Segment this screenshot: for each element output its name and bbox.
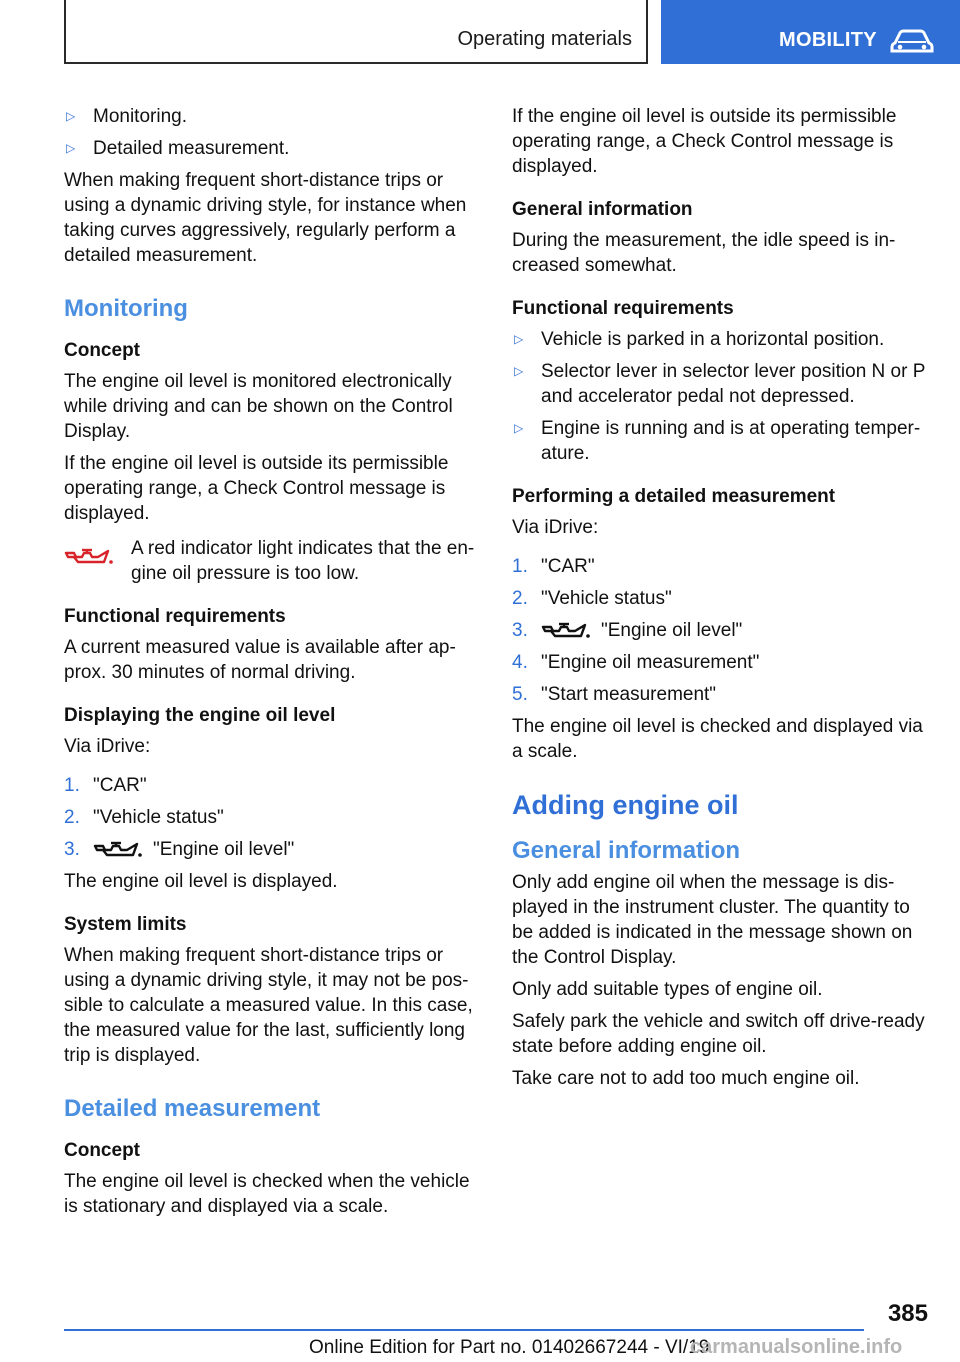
list-item (64, 837, 480, 862)
right-column (512, 104, 928, 1098)
list-item (512, 416, 928, 466)
check-control-paragraph: If the engine oil level is outside its permissible operating range, a Check Control message is displayed. (512, 106, 897, 177)
functional-requirements-text: A current measured value is available after ap‐prox. 30 minutes of normal driving. (64, 637, 456, 683)
oil-can-icon (541, 620, 591, 642)
list-item (512, 618, 928, 643)
system-limits-text: When making frequent short-distance trips or using a dynamic driving style, it may not be pos‐sible to calculate a measured value. In this case, the measured value for the last, sufficiently long trip is displayed. (64, 945, 473, 1066)
list-item (512, 586, 928, 611)
list-item (512, 554, 928, 579)
list-item (512, 359, 928, 409)
detailed-measurement-heading: Detailed measurement (64, 1095, 321, 1122)
step-text: "Vehicle status" (541, 588, 672, 609)
warning-text: A red indicator light indicates that the en‐gine oil pressure is too low. (131, 538, 475, 584)
step-number: 1. (512, 556, 528, 577)
performing-measurement-heading: Performing a detailed measurement (512, 486, 836, 507)
adding-paragraph-3: Safely park the vehicle and switch off drive-ready state before adding engine oil. (512, 1011, 925, 1057)
list-item-text: Detailed measurement. (93, 138, 290, 159)
footer-divider (64, 1329, 864, 1331)
concept-text-2: The engine oil level is checked when the vehicle is stationary and displayed via a scale. (64, 1171, 470, 1217)
triangle-bullet-icon: ▷ (514, 332, 524, 346)
concept-paragraph-2: If the engine oil level is outside its permissible operating range, a Check Control message is displayed. (64, 453, 449, 524)
triangle-bullet-icon: ▷ (66, 109, 76, 123)
page-number: 385 (887, 1300, 928, 1327)
step-text: "Vehicle status" (93, 807, 224, 828)
list-item (64, 104, 480, 129)
header-chapter-tab (661, 0, 960, 64)
concept-heading-2: Concept (64, 1140, 140, 1161)
step-number: 3. (64, 839, 80, 860)
edition-text: Online Edition for Part no. 01402667244 - VI/19 (309, 1337, 710, 1358)
step-number: 5. (512, 684, 528, 705)
scale-text: The engine oil level is checked and displayed via a scale. (512, 716, 923, 762)
list-item (512, 327, 928, 352)
via-idrive-text: Via iDrive: (64, 736, 151, 757)
step-text: "Start measurement" (541, 684, 717, 705)
list-item-text: Engine is running and is at operating temper‐ature. (541, 418, 921, 464)
general-information-heading: General information (512, 199, 693, 220)
step-number: 2. (512, 588, 528, 609)
watermark: carmanualsonline.info (690, 1336, 903, 1358)
car-icon (889, 27, 935, 55)
header-section-title: Operating materials (457, 28, 632, 50)
system-limits-heading: System limits (64, 914, 187, 935)
adding-paragraph-4: Take care not to add too much engine oil. (512, 1068, 860, 1089)
step-number: 2. (64, 807, 80, 828)
functional-requirements-heading: Functional requirements (64, 606, 286, 627)
list-item-text: Monitoring. (93, 106, 187, 127)
functional-requirements-heading-2: Functional requirements (512, 298, 734, 319)
step-text: "Engine oil measurement" (541, 652, 760, 673)
concept-paragraph-1: The engine oil level is monitored electronically while driving and can be shown on the Control Display. (64, 371, 453, 442)
step-number: 1. (64, 775, 80, 796)
header-section-box (64, 0, 648, 64)
oil-can-icon (93, 839, 143, 861)
list-item (64, 805, 480, 830)
list-item (64, 136, 480, 161)
adding-engine-oil-heading: Adding engine oil (512, 790, 739, 820)
step-number: 3. (512, 620, 528, 641)
list-item-text: Vehicle is parked in a horizontal position. (541, 329, 885, 350)
general-information-text: During the measurement, the idle speed is in‐creased somewhat. (512, 230, 896, 276)
list-item-text: Selector lever in selector lever position N or P and accelerator pedal not depressed. (541, 361, 926, 407)
displayed-text: The engine oil level is displayed. (64, 871, 338, 892)
left-column (64, 104, 480, 1226)
triangle-bullet-icon: ▷ (514, 364, 524, 378)
step-number: 4. (512, 652, 528, 673)
step-text: "Engine oil level" (601, 620, 743, 641)
step-text: "CAR" (93, 775, 147, 796)
header-chapter-label: MOBILITY (779, 29, 877, 51)
oil-can-icon (64, 546, 114, 568)
triangle-bullet-icon: ▷ (66, 141, 76, 155)
concept-heading: Concept (64, 340, 140, 361)
monitoring-heading: Monitoring (64, 295, 188, 322)
adding-paragraph-2: Only add suitable types of engine oil. (512, 979, 823, 1000)
triangle-bullet-icon: ▷ (514, 421, 524, 435)
list-item (512, 682, 928, 707)
list-item (512, 650, 928, 675)
adding-paragraph-1: Only add engine oil when the message is dis‐played in the instrument cluster. The quantity to be added is indicated in the message shown on the Control Display. (512, 872, 913, 968)
warning-note (64, 536, 480, 586)
displaying-oil-level-heading: Displaying the engine oil level (64, 705, 336, 726)
step-text: "CAR" (541, 556, 595, 577)
general-information-heading-2: General information (512, 837, 741, 864)
list-item (64, 773, 480, 798)
via-idrive-text-2: Via iDrive: (512, 517, 599, 538)
intro-paragraph: When making frequent short-distance trips or using a dynamic driving style, for instance when taking curves aggressively, regularly perform a detailed measurement. (64, 170, 467, 266)
step-text: "Engine oil level" (153, 839, 295, 860)
